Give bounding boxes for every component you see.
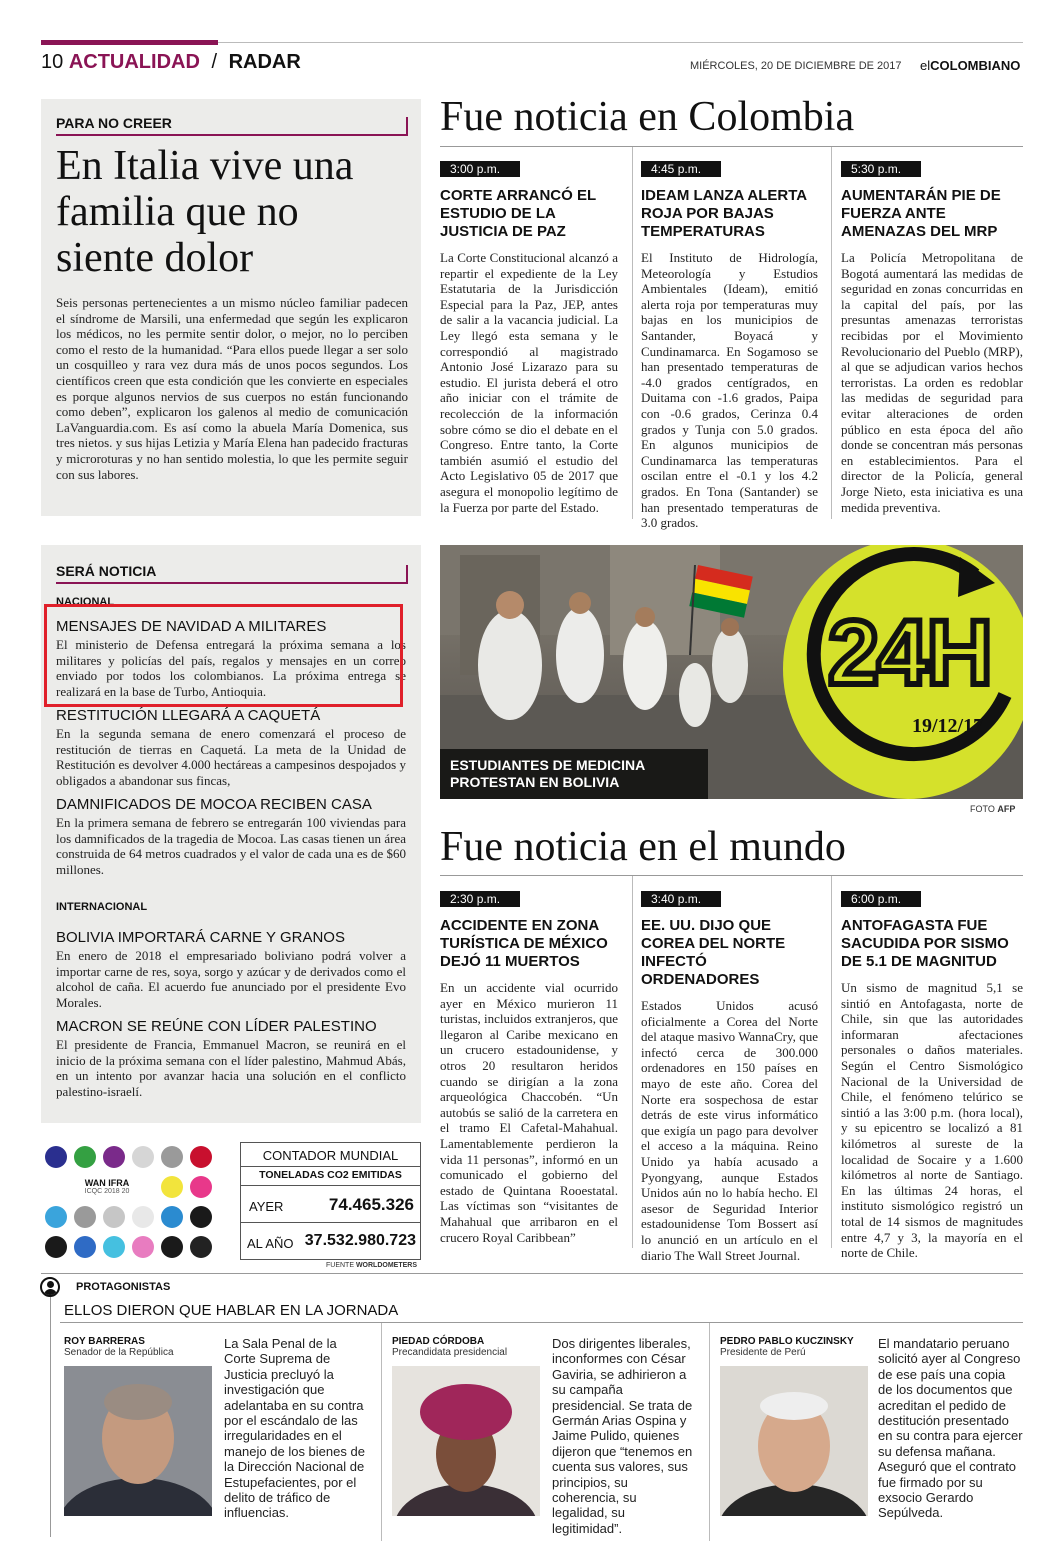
protagonist-photo xyxy=(64,1366,212,1516)
story-time-badge: 2:30 p.m. xyxy=(440,891,520,907)
story-headline: ACCIDENTE EN ZONA TURÍSTICA DE MÉXICO DEJÓ 11 MUERTOS xyxy=(440,917,608,970)
credit-source: AFP xyxy=(997,804,1016,814)
story-time-badge: 4:45 p.m. xyxy=(641,161,721,177)
nacional-label: NACIONAL xyxy=(56,596,115,608)
item-body: En la segunda semana de enero comenzará el proceso de restitución de tierras en Caquetá. La meta de la Unidad de Restitución es devolver 4.000 hectáreas a campesinos despojados y obligados a abandonar sus fincas, xyxy=(56,726,406,788)
protagonist-text: Dos dirigentes liberales, inconformes con César Gaviria, se adhirieron a su campaña presidencial. Se trata de Germán Arias Ospina y Jaime Pulido, quienes dijeron que “tenemos en cuenta sus valores, sus principios, su coherencia, su legalidad, su legitimidad”. xyxy=(552,1336,693,1536)
label-rule xyxy=(56,582,408,584)
protagonist-2 xyxy=(392,1336,702,1546)
color-swatch xyxy=(74,1236,96,1258)
color-swatch xyxy=(103,1206,125,1228)
story-body: Un sismo de magnitud 5,1 se sintió en Antofagasta, norte de Chile, sin que las autoridades informaran afectaciones personales o daños materiales. Según el Centro Sismológico Nacional de la Universidad de Chile, el fenómeno telúrico se sintió a las 3:00 p.m. (hora local), y su epicentro se localizó a 81 kilómetros al sureste de la localidad de Socaire y a 1.600 kilómetros al norte de Santiago. En las últimas 24 horas, el instituto sismológico registró un total de 14 sismos de magnitudes entre 4,7 y 3, la mayoría en el norte de Chile. xyxy=(841,980,1023,1261)
item-title: RESTITUCIÓN LLEGARÁ A CAQUETÁ xyxy=(56,707,321,724)
label-rule-end xyxy=(406,565,408,584)
contador-row-ayer-value: 74.465.326 xyxy=(328,1195,414,1214)
para-no-creer-body: Seis personas pertenecientes a un mismo núcleo familiar padecen el síndrome de Marsili, una enfermedad que según les explicaron los médicos, no les permite sentir dolor, o mejor, no lo perciben como el resto de la humanidad. “Para ellos puede llegar a ser solo un cosquilleo y rara vez dura más de unos pocos segundos. Los científicos creen que esta condición que les convierte en especiales es porque algunos nervios de sus cuerpos no están funcionando como deben”, explicaron los galenos al medio de comunicación LaVanguardia.com. Es así como la abuela María Domenica, sus tres nietos. y sus hijas Letizia y María Elena han padecido fracturas y microroturas y no han sentido molestia, lo que les permite seguir con sus labores. xyxy=(56,295,408,482)
nacional-item-3 xyxy=(56,796,406,877)
wan-ifra-logo xyxy=(73,1178,141,1195)
mundo-story-1 xyxy=(440,888,618,1245)
issue-date: MIÉRCOLES, 20 DE DICIEMBRE DE 2017 xyxy=(690,60,902,72)
story-time-badge: 3:40 p.m. xyxy=(641,891,721,907)
item-body: El ministerio de Defensa entregará la próxima semana a los militares y policías del país, regalos y mensajes en un correo enviado por todos los colombianos. La próxima entrega se realizará en la base de Turbo, Antioquia. xyxy=(56,637,406,699)
source-label: FUENTE xyxy=(326,1262,354,1269)
section-name: ACTUALIDAD xyxy=(68,51,200,73)
color-swatch xyxy=(161,1176,183,1198)
colombia-story-1 xyxy=(440,158,618,515)
masthead-logo xyxy=(920,58,1020,73)
masthead-prefix: el xyxy=(920,58,931,73)
story-body: La Corte Constitucional alcanzó a repartir el expediente de la Ley Estatutaria de la Jurisdicción Especial para la Paz, JEP, antes de salir a la vacancia judicial. La Ley llegó esta semana y le correspondió al magistrado Antonio José Lizarazo para su estudio. El jurista deberá el otro año iniciar con el trámite de recolección de la información sobre cómo se dio el debate en el Congreso. Entre tanto, la Corte también asumió el estudio del Acto Legislativo 05 de 2017 que asegura el monopolio legítimo de la Fuerza por parte del Estado. xyxy=(440,250,618,515)
color-swatch xyxy=(74,1146,96,1168)
color-swatch xyxy=(161,1236,183,1258)
item-title: BOLIVIA IMPORTARÁ CARNE Y GRANOS xyxy=(56,929,345,946)
story-headline: CORTE ARRANCÓ EL ESTUDIO DE LA JUSTICIA DE PAZ xyxy=(440,187,596,240)
page-header xyxy=(41,50,301,74)
item-body: El presidente de Francia, Emmanuel Macron, se reunirá en el inicio de la próxima semana con el líder palestino, Mahmud Abás, en un intento por avanzar hacia una solución en el conflicto palestino-israelí. xyxy=(56,1037,406,1099)
item-body: En enero de 2018 el empresariado boliviano podrá volver a importar carne de res, soya, sorgo y azúcar y de derivados como el alcohol de caña. El acuerdo fue anunciado por el presidente Evo Morales. xyxy=(56,948,406,1010)
color-swatch xyxy=(45,1146,67,1168)
protagonist-role: Precandidata presidencial xyxy=(392,1347,508,1358)
portrait-image xyxy=(720,1366,868,1516)
story-body: En un accidente vial ocurrido ayer en México murieron 11 turistas, incluidos extranjeros, que llegaron al Caribe mexicano en un crucero estadounidense, y otros 20 resultaron heridos cuando se dirigían a la zona arqueológica Chaccobén. “Un autobús se salió de la carretera en el tramo El Cafetal-Mahahual. Lamentablemente perdieron la vida 11 personas”, informó en un comunicado el gobierno del estado de Quintana Rooestatal. Las víctimas son “visitantes de Mahahual que arribaron en el crucero Royal Caribbean” xyxy=(440,980,618,1245)
mundo-col-divider-1 xyxy=(632,876,633,1248)
contador-row-ayer-label: AYER xyxy=(249,1199,284,1214)
story-headline: IDEAM LANZA ALERTA ROJA POR BAJAS TEMPERATURAS xyxy=(641,187,807,240)
news-photo xyxy=(440,545,1023,799)
internacional-label: INTERNACIONAL xyxy=(56,901,148,913)
colombia-story-2 xyxy=(641,158,818,531)
story-body: La Policía Metropolitana de Bogotá aumentará las medidas de seguridad en zonas concurridas en la capital del país, por las presuntas amenazas terroristas recibidas por el Movimiento Revolucionario del Pueblo (MRP), al que se adjudican varios hechos terroristas. La orden es redoblar las medidas de seguridad para evitar alteraciones de orden público en esta época del año donde se concentran más personas en establecimientos. Para el director de la Policía, general Jorge Nieto, esta iniciativa es una medida preventiva. xyxy=(841,250,1023,515)
story-body: Estados Unidos acusó oficialmente a Corea del Norte del ataque masivo WannaCry, que infectó cerca de 300.000 ordenadores en 150 países en mayo de este año. Corea del Norte era sospechosa de estar detrás de este virus informático que exigía un pago para devolver el acceso a la máquina. Reino Unido ya había acusado a Pyongyang, aunque Estados Unidos aún no lo había hecho. El asesor de Seguridad Interior estadounidense Tom Bossert así lo anunció en un artículo en el diario The Wall Street Journal. xyxy=(641,998,818,1263)
para-no-creer-box xyxy=(41,99,421,516)
item-title: MENSAJES DE NAVIDAD A MILITARES xyxy=(56,618,327,635)
protagonist-name: PEDRO PABLO KUCZINSKY xyxy=(720,1336,854,1347)
protagonist-photo xyxy=(720,1366,868,1516)
wan-ifra-sub: ICQC 2018 20 xyxy=(84,1188,130,1195)
item-body: En la primera semana de febrero se entregarán 100 viviendas para los damnificados de la tragedia de Mocoa. Las casas tienen un área construida de 64 metros cuadrados y el valor de cada una es de $60 millones. xyxy=(56,815,406,877)
story-headline: ANTOFAGASTA FUE SACUDIDA POR SISMO DE 5.1 DE MAGNITUD xyxy=(841,917,1009,970)
mundo-rule xyxy=(440,875,1023,876)
portrait-image xyxy=(64,1366,212,1516)
color-swatch xyxy=(161,1206,183,1228)
internacional-item-2 xyxy=(56,1018,406,1099)
protagonistas-vline xyxy=(50,1297,51,1537)
story-headline: AUMENTARÁN PIE DE FUERZA ANTE AMENAZAS DEL MRP xyxy=(841,187,1001,240)
color-swatch xyxy=(190,1236,212,1258)
color-swatch xyxy=(190,1176,212,1198)
sera-noticia-box xyxy=(41,545,421,1123)
color-swatch xyxy=(190,1206,212,1228)
protagonist-1 xyxy=(64,1336,374,1546)
para-no-creer-label: PARA NO CREER xyxy=(56,115,172,131)
credit-label: FOTO xyxy=(970,804,995,814)
protagonist-text: La Sala Penal de la Corte Suprema de Justicia precluyó la investigación que adelantaba en su contra por el escándalo de las irregularidades en el manejo de los bienes de la Dirección Nacional de Estupefacientes, por el delito de tráfico de influencias. xyxy=(224,1336,365,1521)
nacional-item-2 xyxy=(56,707,406,788)
protagonist-name: PIEDAD CÓRDOBA xyxy=(392,1336,485,1347)
color-swatch xyxy=(45,1206,67,1228)
item-title: MACRON SE REÚNE CON LÍDER PALESTINO xyxy=(56,1018,377,1035)
mundo-title: Fue noticia en el mundo xyxy=(440,824,846,870)
color-control-chart xyxy=(41,1142,231,1266)
protagonist-photo xyxy=(392,1366,540,1516)
protagonist-text: El mandatario peruano solicitó ayer al Congreso de ese país una copia de los documentos que acreditan el pedido de destitución presentado en su contra para ejercer su defensa mañana. Aseguró que el contrato fue firmado por su exsocio Gerardo Sepúlveda. xyxy=(878,1336,1023,1521)
portrait-image xyxy=(392,1366,540,1516)
photo-caption: ESTUDIANTES DE MEDICINA PROTESTAN EN BOLIVIA xyxy=(440,749,708,799)
source-name: WORLDOMETERS xyxy=(355,1262,418,1269)
protagonistas-label: PROTAGONISTAS xyxy=(76,1281,171,1293)
story-headline: EE. UU. DIJO QUE COREA DEL NORTE INFECTÓ ORDENADORES xyxy=(641,917,786,988)
photo-credit xyxy=(970,804,1015,814)
colombia-col-divider-1 xyxy=(632,147,633,519)
protagonistas-rule xyxy=(41,1273,1023,1274)
protagonistas-divider-1 xyxy=(381,1323,382,1541)
label-rule-end xyxy=(406,117,408,136)
header-accent-bar xyxy=(41,40,218,45)
badge-24h-text: 24H xyxy=(828,602,991,704)
badge-date: 19/12/17 xyxy=(912,715,984,737)
color-swatch xyxy=(74,1206,96,1228)
para-no-creer-title: En Italia vive una familia que no siente dolor xyxy=(56,143,354,281)
sera-noticia-label: SERÁ NOTICIA xyxy=(56,563,157,579)
color-swatch xyxy=(103,1146,125,1168)
page-number: 10 xyxy=(41,51,64,73)
item-title: DAMNIFICADOS DE MOCOA RECIBEN CASA xyxy=(56,796,372,813)
story-time-badge: 5:30 p.m. xyxy=(841,161,921,177)
protagonistas-subtitle: ELLOS DIERON QUE HABLAR EN LA JORNADA xyxy=(64,1302,399,1319)
contador-row-anio-label: AL AÑO xyxy=(247,1236,294,1251)
protagonist-name: ROY BARRERAS xyxy=(64,1336,145,1347)
contador-box xyxy=(240,1142,421,1260)
masthead-brand: COLOMBIANO xyxy=(930,58,1021,73)
mundo-story-3 xyxy=(841,888,1023,1261)
protagonist-role: Presidente de Perú xyxy=(720,1347,806,1358)
label-rule xyxy=(56,134,408,136)
section-separator: / xyxy=(211,51,218,73)
color-swatch xyxy=(45,1236,67,1258)
mundo-col-divider-2 xyxy=(831,876,832,1248)
story-time-badge: 3:00 p.m. xyxy=(440,161,520,177)
contador-source xyxy=(326,1262,417,1269)
divider xyxy=(241,1166,420,1167)
story-time-badge: 6:00 p.m. xyxy=(841,891,921,907)
color-swatch xyxy=(161,1146,183,1168)
colombia-story-3 xyxy=(841,158,1023,515)
colombia-col-divider-2 xyxy=(831,147,832,519)
subsection-name: RADAR xyxy=(228,51,301,73)
story-body: El Instituto de Hidrología, Meteorología y Estudios Ambientales (Ideam), emitió alerta roja por temperaturas muy bajas en los municipios de Santander, Boyacá y Cundinamarca. En Sogamoso se han presentado temperaturas de -4.0 grados centígrados, en Duitama con -1.6 grados, Paipa con -0.6 grados, Cerinza 0.4 grados y Tunja con 5.0 grados. En algunos municipios de Cundinamarca las temperaturas oscilan entre el -0.1 y los 4.2 grados. En Tona (Santander) se han presentado temperaturas de 3.0 grados. xyxy=(641,250,818,531)
internacional-item-1 xyxy=(56,929,406,1010)
contador-title: CONTADOR MUNDIAL xyxy=(262,1148,399,1163)
color-swatch xyxy=(132,1236,154,1258)
protagonist-3 xyxy=(720,1336,1023,1546)
contador-subtitle: TONELADAS CO2 EMITIDAS xyxy=(259,1169,402,1181)
person-icon xyxy=(40,1277,60,1297)
color-swatch xyxy=(103,1236,125,1258)
divider xyxy=(241,1222,420,1223)
contador-row-anio-value: 37.532.980.723 xyxy=(304,1232,416,1249)
wan-ifra-name: WAN IFRA xyxy=(84,1178,130,1188)
protagonistas-divider-2 xyxy=(709,1323,710,1541)
color-swatch xyxy=(132,1206,154,1228)
protagonist-role: Senador de la República xyxy=(64,1347,174,1358)
header-rule xyxy=(218,42,1023,43)
colombia-rule xyxy=(440,146,1023,147)
colombia-title: Fue noticia en Colombia xyxy=(440,94,855,140)
highlight-box xyxy=(44,604,403,707)
mundo-story-2 xyxy=(641,888,818,1263)
color-swatch xyxy=(132,1146,154,1168)
divider xyxy=(241,1185,420,1186)
protagonistas-sub-rule xyxy=(60,1322,1023,1323)
color-swatch xyxy=(190,1146,212,1168)
